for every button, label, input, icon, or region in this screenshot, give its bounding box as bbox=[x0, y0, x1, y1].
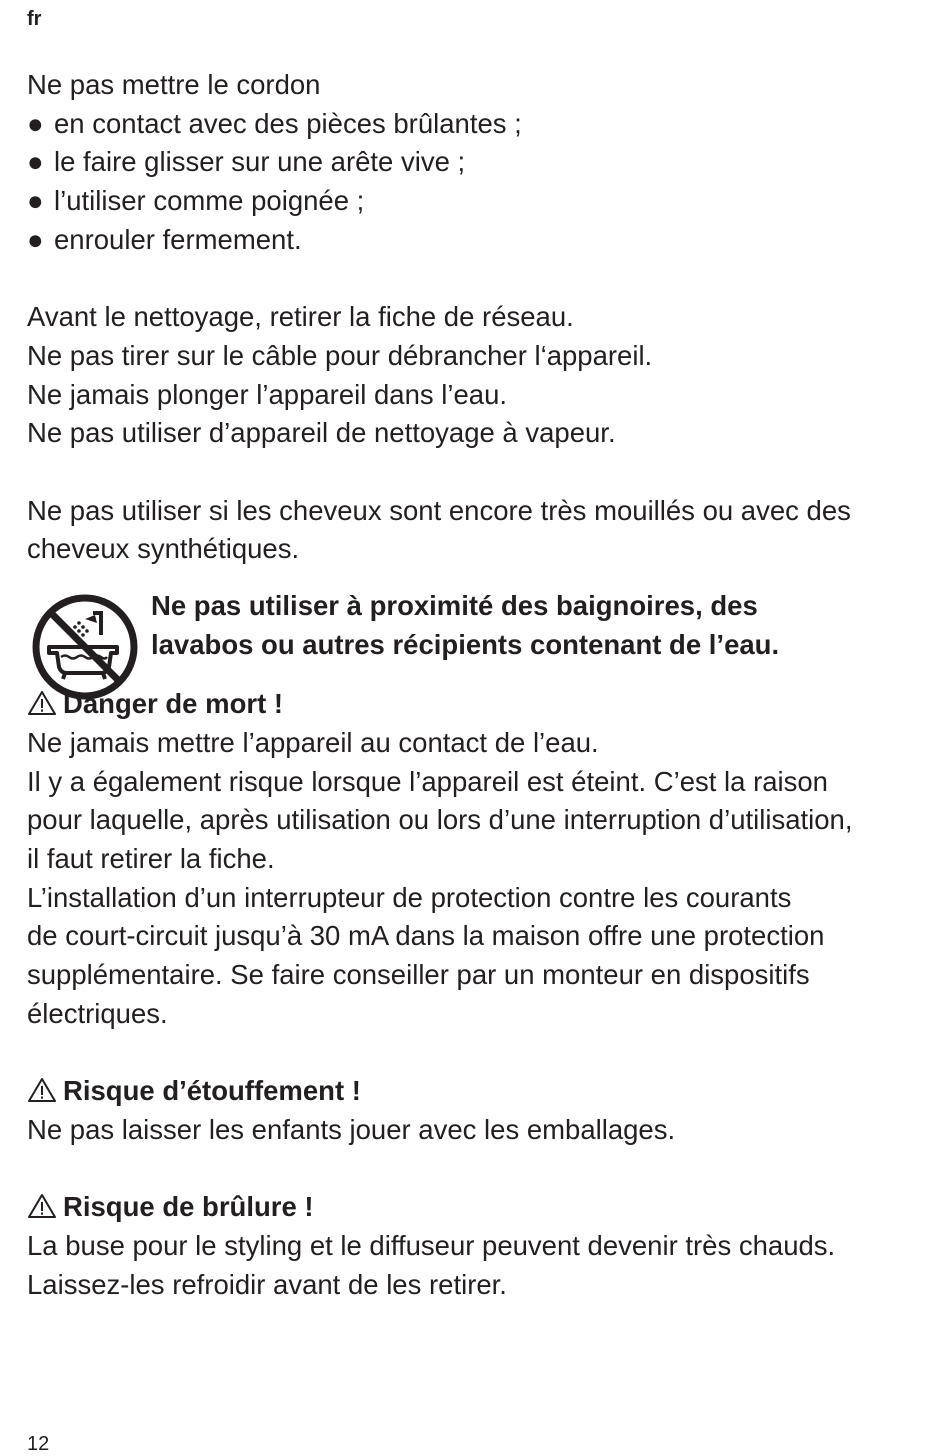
hair-section bbox=[27, 492, 950, 569]
suffocation-section bbox=[27, 1072, 950, 1149]
cleaning-line: Ne jamais plonger l’appareil dans l’eau. bbox=[27, 378, 508, 410]
list-item: ● en contact avec des pièces brûlantes ; bbox=[27, 105, 950, 144]
cleaning-section bbox=[27, 298, 950, 453]
list-item: ● enrouler fermement. bbox=[27, 221, 950, 260]
suffocation-heading: Risque d’étouffement ! bbox=[27, 1072, 950, 1111]
danger-line: L’installation d’un interrupteur de protection contre les courants bbox=[27, 881, 792, 913]
bullet-icon: ● bbox=[27, 223, 44, 255]
warning-triangle-icon bbox=[27, 1077, 57, 1103]
danger-line: il faut retirer la fiche. bbox=[27, 842, 275, 874]
cord-section bbox=[27, 66, 950, 260]
language-code: fr bbox=[27, 8, 42, 30]
bullet-icon: ● bbox=[27, 185, 44, 217]
hair-line: Ne pas utiliser si les cheveux sont encore très mouillés ou avec des bbox=[27, 494, 851, 526]
warning-triangle-icon bbox=[27, 1193, 57, 1219]
water-warning-text bbox=[151, 587, 779, 664]
page-content bbox=[27, 66, 950, 1304]
burn-section bbox=[27, 1188, 950, 1304]
cleaning-line: Ne pas utiliser d’appareil de nettoyage à vapeur. bbox=[27, 417, 616, 449]
burn-line: La buse pour le styling et le diffuseur peuvent devenir très chauds. bbox=[27, 1229, 836, 1261]
cord-intro: Ne pas mettre le cordon bbox=[27, 69, 321, 100]
cleaning-line: Ne pas tirer sur le câble pour débrancher l‘appareil. bbox=[27, 339, 653, 371]
no-bath-icon bbox=[31, 593, 139, 701]
danger-line: électriques. bbox=[27, 997, 168, 1029]
list-item: ● le faire glisser sur une arête vive ; bbox=[27, 143, 950, 182]
danger-line: supplémentaire. Se faire conseiller par un monteur en dispositifs bbox=[27, 959, 810, 991]
burn-line: Laissez-les refroidir avant de les retirer. bbox=[27, 1268, 507, 1300]
hair-line: cheveux synthétiques. bbox=[27, 533, 300, 565]
bullet-icon: ● bbox=[27, 107, 44, 139]
cleaning-line: Avant le nettoyage, retirer la fiche de réseau. bbox=[27, 301, 574, 333]
page-number: 12 bbox=[27, 1433, 50, 1455]
danger-line: pour laquelle, après utilisation ou lors d’une interruption d’utilisation, bbox=[27, 804, 853, 836]
water-warning bbox=[27, 569, 950, 685]
burn-heading: Risque de brûlure ! bbox=[27, 1188, 950, 1227]
suffocation-line: Ne pas laisser les enfants jouer avec les emballages. bbox=[27, 1113, 676, 1145]
danger-section bbox=[27, 685, 950, 1033]
water-warning-line: lavabos ou autres récipients contenant de l’eau. bbox=[151, 628, 780, 660]
danger-line: de court-circuit jusqu’à 30 mA dans la maison offre une protection bbox=[27, 920, 825, 952]
danger-line: Il y a également risque lorsque l’appareil est éteint. C’est la raison bbox=[27, 765, 828, 797]
danger-line: Ne jamais mettre l’appareil au contact de l’eau. bbox=[27, 726, 599, 758]
bullet-icon: ● bbox=[27, 146, 44, 178]
list-item: ● l’utiliser comme poignée ; bbox=[27, 182, 950, 221]
water-warning-line: Ne pas utiliser à proximité des baignoires, des bbox=[151, 590, 758, 622]
danger-heading: Danger de mort ! bbox=[27, 685, 950, 724]
